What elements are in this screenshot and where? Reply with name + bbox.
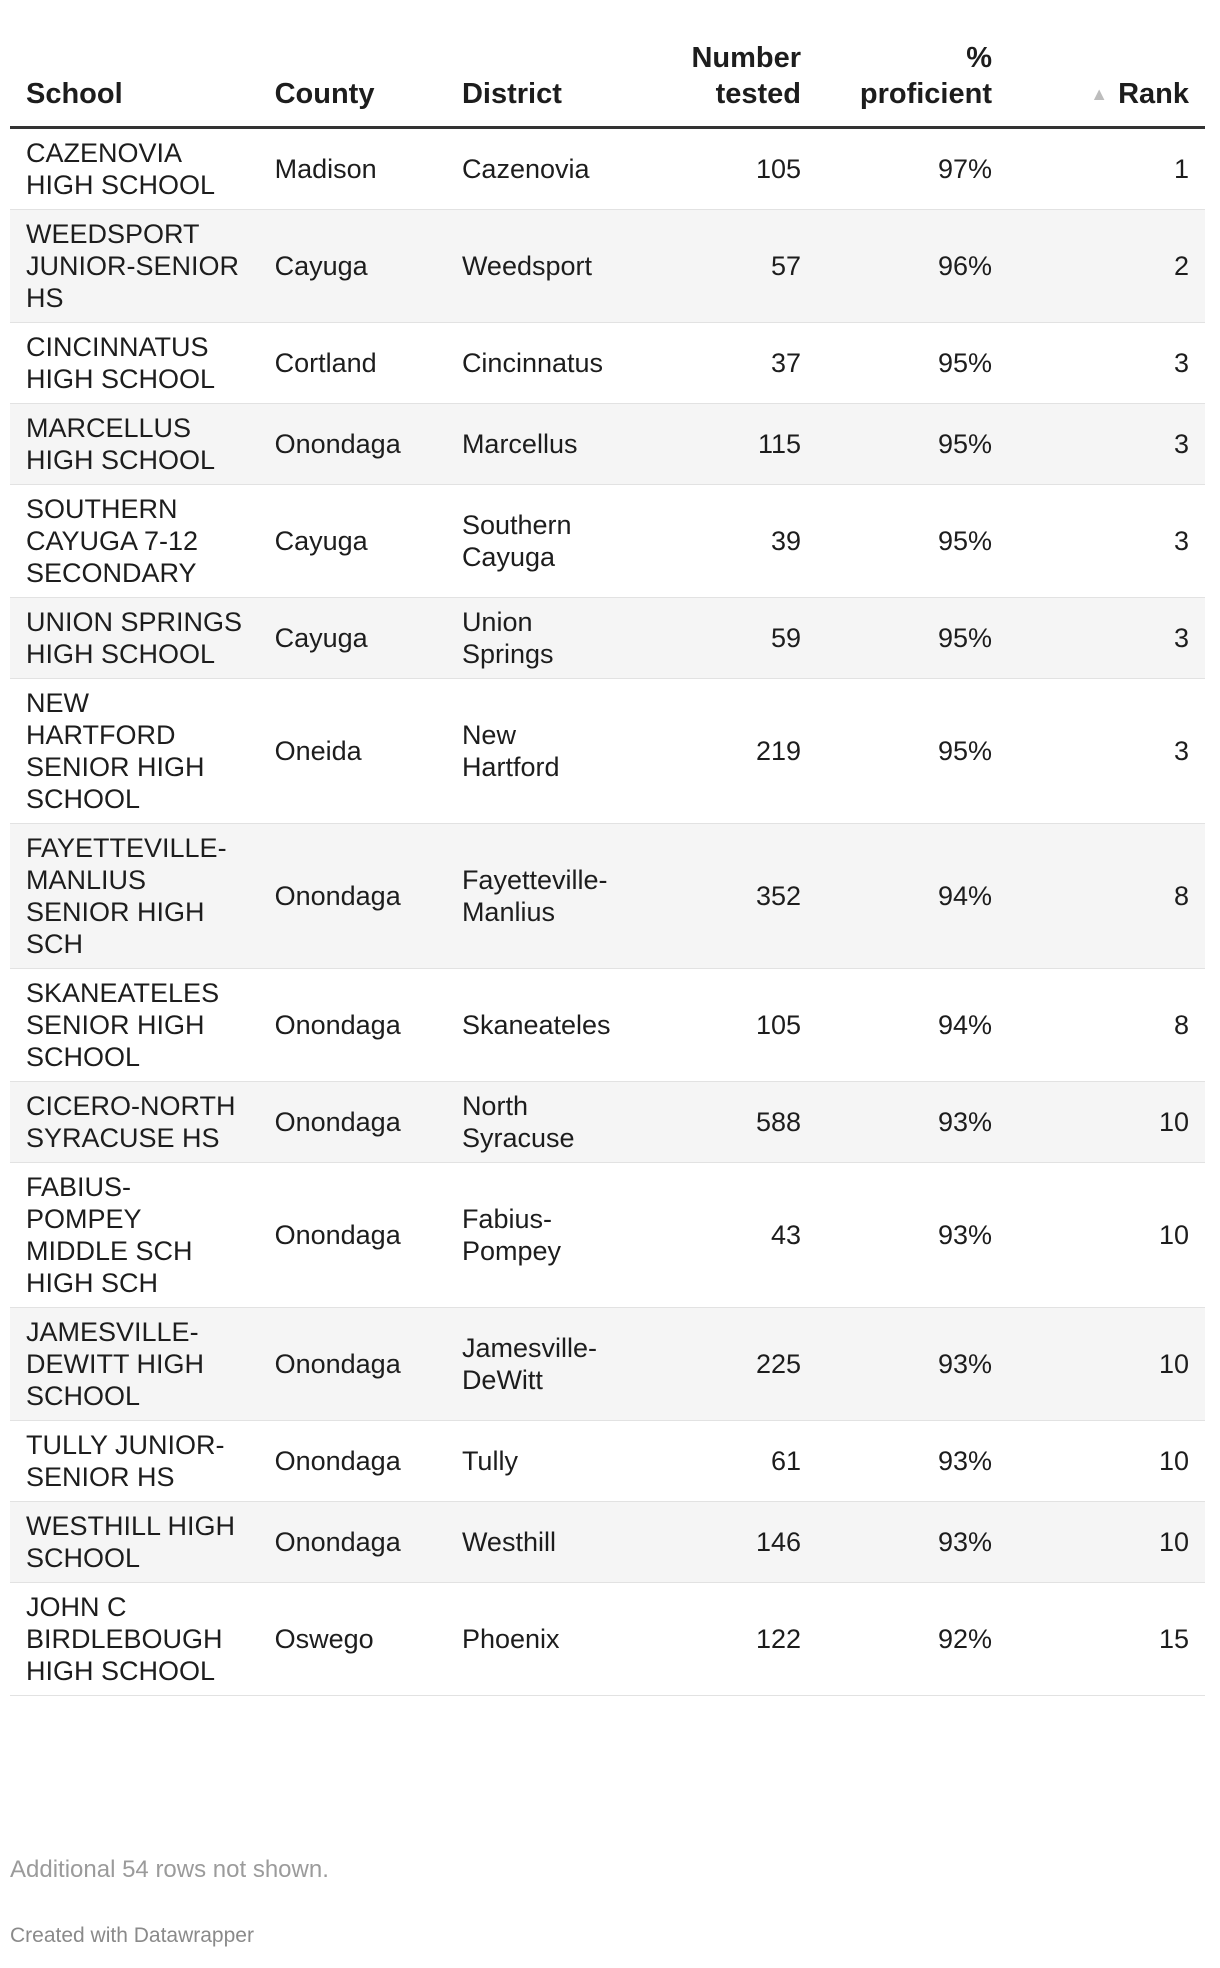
table-row bbox=[10, 323, 1205, 404]
column-header-rank[interactable] bbox=[1008, 40, 1205, 128]
cell-proficient: 94% bbox=[817, 824, 1008, 969]
cell-county: Cortland bbox=[259, 323, 446, 404]
cell-county: Oneida bbox=[259, 679, 446, 824]
cell-school: FAYETTEVILLE-MANLIUS SENIOR HIGH SCH bbox=[10, 824, 259, 969]
cell-district: Phoenix bbox=[446, 1583, 632, 1696]
cell-district: Fabius-Pompey bbox=[446, 1163, 632, 1308]
cell-proficient: 95% bbox=[817, 404, 1008, 485]
credit-line: Created with Datawrapper bbox=[10, 1924, 254, 1947]
cell-proficient: 95% bbox=[817, 679, 1008, 824]
column-header-school[interactable]: School bbox=[10, 40, 259, 128]
cell-tested: 352 bbox=[632, 824, 817, 969]
cell-tested: 225 bbox=[632, 1308, 817, 1421]
table-row bbox=[10, 1502, 1205, 1583]
cell-school: NEW HARTFORD SENIOR HIGH SCHOOL bbox=[10, 679, 259, 824]
cell-proficient: 93% bbox=[817, 1308, 1008, 1421]
table-header bbox=[10, 40, 1205, 128]
cell-proficient: 93% bbox=[817, 1421, 1008, 1502]
cell-county: Onondaga bbox=[259, 824, 446, 969]
table-row bbox=[10, 210, 1205, 323]
table-row bbox=[10, 598, 1205, 679]
cell-school: TULLY JUNIOR-SENIOR HS bbox=[10, 1421, 259, 1502]
cell-proficient: 93% bbox=[817, 1163, 1008, 1308]
table-row bbox=[10, 485, 1205, 598]
cell-tested: 105 bbox=[632, 128, 817, 210]
cell-district: Cazenovia bbox=[446, 128, 632, 210]
cell-district: Skaneateles bbox=[446, 969, 632, 1082]
cell-county: Oswego bbox=[259, 1583, 446, 1696]
cell-rank: 1 bbox=[1008, 128, 1205, 210]
cell-rank: 3 bbox=[1008, 323, 1205, 404]
cell-tested: 61 bbox=[632, 1421, 817, 1502]
cell-district: Tully bbox=[446, 1421, 632, 1502]
cell-proficient: 94% bbox=[817, 969, 1008, 1082]
cell-district: Fayetteville-Manlius bbox=[446, 824, 632, 969]
cell-rank: 8 bbox=[1008, 824, 1205, 969]
cell-rank: 3 bbox=[1008, 485, 1205, 598]
table-row bbox=[10, 128, 1205, 210]
cell-rank: 8 bbox=[1008, 969, 1205, 1082]
header-row bbox=[10, 40, 1205, 128]
cell-proficient: 95% bbox=[817, 598, 1008, 679]
cell-school: WEEDSPORT JUNIOR-SENIOR HS bbox=[10, 210, 259, 323]
column-header-district[interactable]: District bbox=[446, 40, 632, 128]
cell-tested: 57 bbox=[632, 210, 817, 323]
cell-district: Weedsport bbox=[446, 210, 632, 323]
cell-school: JAMESVILLE-DEWITT HIGH SCHOOL bbox=[10, 1308, 259, 1421]
cell-county: Cayuga bbox=[259, 485, 446, 598]
cell-rank: 2 bbox=[1008, 210, 1205, 323]
cell-proficient: 95% bbox=[817, 323, 1008, 404]
cell-proficient: 95% bbox=[817, 485, 1008, 598]
cell-tested: 37 bbox=[632, 323, 817, 404]
cell-proficient: 93% bbox=[817, 1082, 1008, 1163]
cell-school: WESTHILL HIGH SCHOOL bbox=[10, 1502, 259, 1583]
cell-school: SKANEATELES SENIOR HIGH SCHOOL bbox=[10, 969, 259, 1082]
cell-proficient: 92% bbox=[817, 1583, 1008, 1696]
cell-district: Union Springs bbox=[446, 598, 632, 679]
cell-district: North Syracuse bbox=[446, 1082, 632, 1163]
column-header-rank-label: Rank bbox=[1118, 78, 1189, 110]
cell-county: Onondaga bbox=[259, 1308, 446, 1421]
cell-tested: 122 bbox=[632, 1583, 817, 1696]
cell-district: Southern Cayuga bbox=[446, 485, 632, 598]
cell-district: Westhill bbox=[446, 1502, 632, 1583]
cell-school: JOHN C BIRDLEBOUGH HIGH SCHOOL bbox=[10, 1583, 259, 1696]
cell-rank: 3 bbox=[1008, 598, 1205, 679]
cell-tested: 43 bbox=[632, 1163, 817, 1308]
cell-school: CINCINNATUS HIGH SCHOOL bbox=[10, 323, 259, 404]
cell-tested: 588 bbox=[632, 1082, 817, 1163]
table-notes: Additional 54 rows not shown. bbox=[10, 1856, 329, 1883]
cell-county: Onondaga bbox=[259, 969, 446, 1082]
table-row bbox=[10, 679, 1205, 824]
column-header-county[interactable]: County bbox=[259, 40, 446, 128]
cell-tested: 219 bbox=[632, 679, 817, 824]
cell-county: Onondaga bbox=[259, 1421, 446, 1502]
table-row bbox=[10, 1082, 1205, 1163]
cell-proficient: 96% bbox=[817, 210, 1008, 323]
cell-county: Onondaga bbox=[259, 1082, 446, 1163]
cell-rank: 10 bbox=[1008, 1082, 1205, 1163]
cell-proficient: 93% bbox=[817, 1502, 1008, 1583]
cell-school: CICERO-NORTH SYRACUSE HS bbox=[10, 1082, 259, 1163]
column-header-percent-proficient[interactable]: % proficient bbox=[817, 40, 1008, 128]
triangle-up-icon: ▲ bbox=[1090, 84, 1109, 104]
cell-rank: 15 bbox=[1008, 1583, 1205, 1696]
cell-school: UNION SPRINGS HIGH SCHOOL bbox=[10, 598, 259, 679]
cell-school: SOUTHERN CAYUGA 7-12 SECONDARY bbox=[10, 485, 259, 598]
cell-tested: 39 bbox=[632, 485, 817, 598]
table-row bbox=[10, 1163, 1205, 1308]
table-row bbox=[10, 824, 1205, 969]
cell-county: Onondaga bbox=[259, 1502, 446, 1583]
cell-tested: 146 bbox=[632, 1502, 817, 1583]
table-row bbox=[10, 404, 1205, 485]
table-row bbox=[10, 1421, 1205, 1502]
cell-county: Onondaga bbox=[259, 404, 446, 485]
cell-county: Cayuga bbox=[259, 598, 446, 679]
cell-county: Onondaga bbox=[259, 1163, 446, 1308]
cell-tested: 59 bbox=[632, 598, 817, 679]
school-ranking-table bbox=[10, 40, 1205, 1696]
table-row bbox=[10, 969, 1205, 1082]
cell-rank: 10 bbox=[1008, 1502, 1205, 1583]
cell-tested: 105 bbox=[632, 969, 817, 1082]
cell-county: Madison bbox=[259, 128, 446, 210]
cell-proficient: 97% bbox=[817, 128, 1008, 210]
cell-rank: 10 bbox=[1008, 1421, 1205, 1502]
cell-district: New Hartford bbox=[446, 679, 632, 824]
column-header-number-tested[interactable]: Number tested bbox=[632, 40, 817, 128]
cell-school: FABIUS-POMPEY MIDDLE SCH HIGH SCH bbox=[10, 1163, 259, 1308]
cell-school: CAZENOVIA HIGH SCHOOL bbox=[10, 128, 259, 210]
cell-district: Jamesville-DeWitt bbox=[446, 1308, 632, 1421]
cell-rank: 3 bbox=[1008, 404, 1205, 485]
cell-rank: 3 bbox=[1008, 679, 1205, 824]
cell-rank: 10 bbox=[1008, 1163, 1205, 1308]
cell-county: Cayuga bbox=[259, 210, 446, 323]
table-body bbox=[10, 128, 1205, 1696]
table-row bbox=[10, 1308, 1205, 1421]
cell-district: Marcellus bbox=[446, 404, 632, 485]
cell-tested: 115 bbox=[632, 404, 817, 485]
cell-rank: 10 bbox=[1008, 1308, 1205, 1421]
table-row bbox=[10, 1583, 1205, 1696]
cell-school: MARCELLUS HIGH SCHOOL bbox=[10, 404, 259, 485]
cell-district: Cincinnatus bbox=[446, 323, 632, 404]
